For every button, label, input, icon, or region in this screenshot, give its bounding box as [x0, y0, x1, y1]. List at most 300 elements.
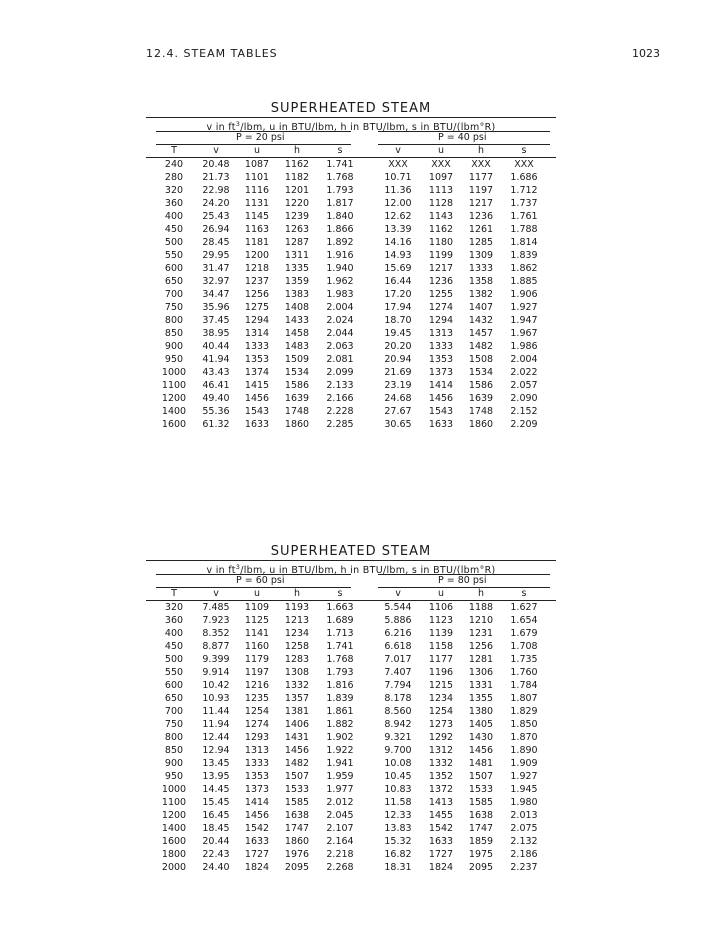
- table-cell: 1294: [428, 315, 454, 326]
- table-cell: 1639: [284, 393, 310, 404]
- table-cell: 1585: [284, 797, 310, 808]
- table-cell: 40.44: [202, 341, 230, 352]
- table-row: [146, 653, 556, 666]
- table-cell: 10.93: [202, 693, 230, 704]
- table-row: [146, 314, 556, 327]
- table-cell: 32.97: [202, 276, 230, 287]
- table-cell: 1143: [428, 211, 454, 222]
- table-cell: 1294: [244, 315, 270, 326]
- pressure-right: P = 40 psi: [438, 132, 487, 143]
- table-cell: 1.817: [326, 198, 354, 209]
- table-title: SUPERHEATED STEAM: [270, 101, 432, 116]
- table-cell: 1275: [244, 302, 270, 313]
- table-cell: 1373: [244, 784, 270, 795]
- table-cell: 1125: [244, 615, 270, 626]
- table-row: [146, 705, 556, 718]
- table-cell: 1860: [284, 836, 310, 847]
- table-cell: 1.922: [326, 745, 354, 756]
- table-cell: 1.870: [510, 732, 538, 743]
- table-cell: 1162: [428, 224, 454, 235]
- table-cell: 5.544: [384, 602, 412, 613]
- table-cell: 1236: [468, 211, 494, 222]
- table-cell: 18.70: [384, 315, 412, 326]
- column-header-s-left: s: [337, 588, 343, 599]
- table-cell: 1507: [284, 771, 310, 782]
- column-header-v-left: v: [213, 145, 219, 156]
- table-cell: 1.686: [510, 172, 538, 183]
- table-cell: 360: [164, 615, 184, 626]
- table-cell: 1200: [244, 250, 270, 261]
- pressure-left: P = 20 psi: [236, 132, 285, 143]
- table-cell: 1.916: [326, 250, 354, 261]
- table-cell: 1.866: [326, 224, 354, 235]
- table-cell: 1533: [468, 784, 494, 795]
- table-cell: 22.43: [202, 849, 230, 860]
- table-cell: 12.94: [202, 745, 230, 756]
- table-body: [146, 601, 556, 874]
- table-cell: 43.43: [202, 367, 230, 378]
- table-cell: 1408: [284, 302, 310, 313]
- superheated-steam-table-2: [146, 544, 556, 874]
- table-cell: 1000: [161, 367, 187, 378]
- column-header-h-right: h: [477, 588, 485, 599]
- table-cell: 1097: [428, 172, 454, 183]
- table-cell: 1193: [284, 602, 310, 613]
- table-cell: 15.45: [202, 797, 230, 808]
- table-row: [146, 236, 556, 249]
- table-cell: 550: [164, 250, 184, 261]
- table-cell: 30.65: [384, 419, 412, 430]
- table-row: [146, 679, 556, 692]
- table-cell: 1456: [244, 810, 270, 821]
- table-cell: 1507: [468, 771, 494, 782]
- table-row: [146, 627, 556, 640]
- table-cell: 12.00: [384, 198, 412, 209]
- table-cell: 450: [164, 224, 184, 235]
- table-cell: 15.32: [384, 836, 412, 847]
- table-cell: 1258: [284, 641, 310, 652]
- table-cell: 7.017: [384, 654, 412, 665]
- table-cell: 1383: [284, 289, 310, 300]
- table-cell: 1256: [244, 289, 270, 300]
- table-cell: 1415: [244, 380, 270, 391]
- table-cell: 1.737: [510, 198, 538, 209]
- table-cell: 1.793: [326, 185, 354, 196]
- table-cell: 2.004: [510, 354, 538, 365]
- table-cell: 1.986: [510, 341, 538, 352]
- units-line: v in $ft^3$/lbm, u in BTU/lbm, h in BTU/lbm, s in BTU/(lbm°R): [206, 563, 496, 577]
- table-cell: 2.024: [326, 315, 354, 326]
- table-cell: 12.33: [384, 810, 412, 821]
- table-cell: 1456: [428, 393, 454, 404]
- table-cell: 1.654: [510, 615, 538, 626]
- table-cell: XXX: [388, 159, 408, 170]
- table-cell: 1747: [468, 823, 494, 834]
- table-cell: 750: [164, 719, 184, 730]
- table-cell: 1358: [468, 276, 494, 287]
- pressure-right: P = 80 psi: [438, 575, 487, 586]
- table-cell: 17.94: [384, 302, 412, 313]
- table-cell: 23.19: [384, 380, 412, 391]
- table-cell: 1.814: [510, 237, 538, 248]
- table-title: SUPERHEATED STEAM: [270, 544, 432, 559]
- table-cell: 1.983: [326, 289, 354, 300]
- table-cell: 240: [164, 159, 184, 170]
- table-cell: 1236: [428, 276, 454, 287]
- column-header-s-right: s: [521, 145, 527, 156]
- column-header-h-left: h: [293, 588, 301, 599]
- table-cell: 18.45: [202, 823, 230, 834]
- column-header-u-left: u: [253, 588, 261, 599]
- table-cell: 1162: [284, 159, 310, 170]
- table-cell: 1.627: [510, 602, 538, 613]
- table-cell: 1457: [468, 328, 494, 339]
- table-cell: 2.237: [510, 862, 538, 873]
- table-row: [146, 822, 556, 835]
- table-cell: 8.877: [202, 641, 230, 652]
- table-row: [146, 210, 556, 223]
- table-cell: 1.768: [326, 172, 354, 183]
- table-cell: 1481: [468, 758, 494, 769]
- table-cell: 1860: [284, 419, 310, 430]
- table-cell: 1414: [244, 797, 270, 808]
- table-cell: 1352: [428, 771, 454, 782]
- table-cell: 1177: [468, 172, 494, 183]
- table-cell: 950: [164, 354, 184, 365]
- table-cell: 61.32: [202, 419, 230, 430]
- table-cell: 1638: [284, 810, 310, 821]
- table-cell: 1586: [468, 380, 494, 391]
- table-cell: 1333: [468, 263, 494, 274]
- table-row: [146, 744, 556, 757]
- table-cell: 1116: [244, 185, 270, 196]
- table-cell: 7.407: [384, 667, 412, 678]
- table-cell: 1239: [284, 211, 310, 222]
- table-cell: 550: [164, 667, 184, 678]
- table-cell: 1215: [428, 680, 454, 691]
- table-cell: 1213: [284, 615, 310, 626]
- table-cell: 1976: [284, 849, 310, 860]
- table-cell: 1220: [284, 198, 310, 209]
- table-cell: 1.967: [510, 328, 538, 339]
- table-cell: 1128: [428, 198, 454, 209]
- table-cell: 35.96: [202, 302, 230, 313]
- table-cell: 1234: [428, 693, 454, 704]
- table-cell: 1.980: [510, 797, 538, 808]
- column-header-T: T: [171, 588, 177, 599]
- table-row: [146, 340, 556, 353]
- table-cell: 850: [164, 328, 184, 339]
- table-cell: 1333: [428, 341, 454, 352]
- table-cell: 1727: [244, 849, 270, 860]
- table-cell: 500: [164, 237, 184, 248]
- table-cell: 1543: [428, 406, 454, 417]
- table-cell: 500: [164, 654, 184, 665]
- table-cell: 1430: [468, 732, 494, 743]
- table-row: [146, 249, 556, 262]
- table-cell: 11.36: [384, 185, 412, 196]
- table-cell: 1382: [468, 289, 494, 300]
- table-cell: 1400: [161, 823, 187, 834]
- table-cell: 1101: [244, 172, 270, 183]
- table-cell: 850: [164, 745, 184, 756]
- table-cell: 2.090: [510, 393, 538, 404]
- table-cell: 1.892: [326, 237, 354, 248]
- table-cell: 1308: [284, 667, 310, 678]
- table-cell: 1261: [468, 224, 494, 235]
- table-row: [146, 731, 556, 744]
- table-row: [146, 809, 556, 822]
- table-cell: 2.152: [510, 406, 538, 417]
- table-cell: 1406: [284, 719, 310, 730]
- table-cell: 1455: [428, 810, 454, 821]
- table-cell: 1.829: [510, 706, 538, 717]
- table-cell: 1311: [284, 250, 310, 261]
- table-cell: 1217: [428, 263, 454, 274]
- table-row: [146, 327, 556, 340]
- table-cell: 1313: [244, 745, 270, 756]
- column-header-v-right: v: [395, 588, 401, 599]
- table-cell: 1639: [468, 393, 494, 404]
- table-cell: 1.689: [326, 615, 354, 626]
- table-row: [146, 418, 556, 431]
- table-cell: 28.45: [202, 237, 230, 248]
- table-cell: 1359: [284, 276, 310, 287]
- table-cell: 1.839: [510, 250, 538, 261]
- table-cell: 1633: [244, 419, 270, 430]
- table-cell: 1.850: [510, 719, 538, 730]
- column-header-h-right: h: [477, 145, 485, 156]
- table-cell: 1407: [468, 302, 494, 313]
- table-cell: 1353: [244, 771, 270, 782]
- table-cell: 1638: [468, 810, 494, 821]
- table-cell: 1197: [468, 185, 494, 196]
- table-cell: 46.41: [202, 380, 230, 391]
- table-cell: 400: [164, 628, 184, 639]
- table-cell: 900: [164, 341, 184, 352]
- table-cell: 1283: [284, 654, 310, 665]
- table-cell: 1333: [244, 341, 270, 352]
- table-cell: 12.62: [384, 211, 412, 222]
- table-cell: 1.840: [326, 211, 354, 222]
- table-cell: 1200: [161, 810, 187, 821]
- table-cell: 1197: [244, 667, 270, 678]
- table-cell: 320: [164, 602, 184, 613]
- table-row: [146, 197, 556, 210]
- table-cell: 10.08: [384, 758, 412, 769]
- table-cell: 22.98: [202, 185, 230, 196]
- table-cell: 1181: [244, 237, 270, 248]
- table-row: [146, 601, 556, 614]
- table-row: [146, 301, 556, 314]
- table-cell: 1374: [244, 367, 270, 378]
- table-cell: 1255: [428, 289, 454, 300]
- table-cell: 1.663: [326, 602, 354, 613]
- table-cell: 1335: [284, 263, 310, 274]
- table-cell: 1380: [468, 706, 494, 717]
- table-cell: 1218: [244, 263, 270, 274]
- table-cell: 1.927: [510, 771, 538, 782]
- table-cell: 1256: [468, 641, 494, 652]
- table-cell: 1.768: [326, 654, 354, 665]
- table-cell: 1543: [244, 406, 270, 417]
- table-cell: 1163: [244, 224, 270, 235]
- table-cell: 1306: [468, 667, 494, 678]
- table-cell: 49.40: [202, 393, 230, 404]
- table-cell: 1201: [284, 185, 310, 196]
- table-cell: 1.741: [326, 159, 354, 170]
- table-cell: 1633: [244, 836, 270, 847]
- table-cell: XXX: [514, 159, 534, 170]
- table-cell: 1141: [244, 628, 270, 639]
- table-cell: 1158: [428, 641, 454, 652]
- table-cell: 1285: [468, 237, 494, 248]
- pressure-row: [146, 574, 556, 587]
- table-cell: 2.268: [326, 862, 354, 873]
- table-cell: 800: [164, 315, 184, 326]
- table-cell: 20.44: [202, 836, 230, 847]
- superheated-steam-table-1: [146, 101, 556, 431]
- table-cell: 1456: [468, 745, 494, 756]
- table-cell: 1000: [161, 784, 187, 795]
- table-cell: 2.133: [326, 380, 354, 391]
- table-cell: 1.839: [326, 693, 354, 704]
- table-cell: 1509: [284, 354, 310, 365]
- table-cell: 1.885: [510, 276, 538, 287]
- table-cell: 21.69: [384, 367, 412, 378]
- table-cell: 20.20: [384, 341, 412, 352]
- table-cell: 10.45: [384, 771, 412, 782]
- table-cell: 17.20: [384, 289, 412, 300]
- table-cell: 1482: [284, 758, 310, 769]
- table-cell: 9.321: [384, 732, 412, 743]
- table-cell: 24.68: [384, 393, 412, 404]
- table-cell: 2.107: [326, 823, 354, 834]
- table-cell: 14.16: [384, 237, 412, 248]
- table-row: [146, 262, 556, 275]
- table-cell: 8.352: [202, 628, 230, 639]
- table-cell: 1237: [244, 276, 270, 287]
- table-cell: 1542: [428, 823, 454, 834]
- table-row: [146, 640, 556, 653]
- table-cell: 21.73: [202, 172, 230, 183]
- table-cell: 2.057: [510, 380, 538, 391]
- table-cell: 1106: [428, 602, 454, 613]
- table-body: [146, 158, 556, 431]
- table-row: [146, 184, 556, 197]
- table-cell: 1542: [244, 823, 270, 834]
- table-cell: 1585: [468, 797, 494, 808]
- table-cell: 12.44: [202, 732, 230, 743]
- table-cell: 26.94: [202, 224, 230, 235]
- table-cell: 2.022: [510, 367, 538, 378]
- table-cell: 2.166: [326, 393, 354, 404]
- table-cell: 11.44: [202, 706, 230, 717]
- table-cell: 1200: [161, 393, 187, 404]
- table-cell: 2.164: [326, 836, 354, 847]
- table-cell: 1.861: [326, 706, 354, 717]
- table-cell: 10.71: [384, 172, 412, 183]
- table-cell: 13.45: [202, 758, 230, 769]
- table-cell: 1274: [428, 302, 454, 313]
- table-cell: 16.44: [384, 276, 412, 287]
- table-cell: 1287: [284, 237, 310, 248]
- units-line: v in $ft^3$/lbm, u in BTU/lbm, h in BTU/lbm, s in BTU/(lbm°R): [206, 120, 496, 134]
- table-cell: 2.218: [326, 849, 354, 860]
- table-cell: 6.216: [384, 628, 412, 639]
- table-cell: 1.816: [326, 680, 354, 691]
- table-cell: 1534: [284, 367, 310, 378]
- table-cell: 400: [164, 211, 184, 222]
- table-cell: 1274: [244, 719, 270, 730]
- table-cell: 41.94: [202, 354, 230, 365]
- table-cell: 10.83: [384, 784, 412, 795]
- table-cell: 1372: [428, 784, 454, 795]
- table-cell: 8.178: [384, 693, 412, 704]
- table-cell: 750: [164, 302, 184, 313]
- table-cell: 1.862: [510, 263, 538, 274]
- table-cell: 1483: [284, 341, 310, 352]
- table-cell: 55.36: [202, 406, 230, 417]
- table-cell: 6.618: [384, 641, 412, 652]
- table-cell: 14.45: [202, 784, 230, 795]
- column-header-s-left: s: [337, 145, 343, 156]
- table-cell: 1433: [284, 315, 310, 326]
- table-cell: 1293: [244, 732, 270, 743]
- table-row: [146, 158, 556, 171]
- table-cell: 1.761: [510, 211, 538, 222]
- table-cell: 280: [164, 172, 184, 183]
- table-cell: 2095: [284, 862, 310, 873]
- table-cell: 20.94: [384, 354, 412, 365]
- table-row: [146, 666, 556, 679]
- table-cell: 2.013: [510, 810, 538, 821]
- table-cell: 16.82: [384, 849, 412, 860]
- section-header: 12.4. STEAM TABLES: [146, 47, 278, 60]
- table-row: [146, 353, 556, 366]
- table-cell: 8.560: [384, 706, 412, 717]
- table-cell: 13.83: [384, 823, 412, 834]
- table-row: [146, 288, 556, 301]
- table-cell: 25.43: [202, 211, 230, 222]
- table-cell: 10.42: [202, 680, 230, 691]
- table-cell: 2.012: [326, 797, 354, 808]
- table-cell: 1333: [244, 758, 270, 769]
- table-row: [146, 392, 556, 405]
- table-cell: 13.95: [202, 771, 230, 782]
- table-cell: 1533: [284, 784, 310, 795]
- table-cell: 1.679: [510, 628, 538, 639]
- table-cell: 650: [164, 276, 184, 287]
- table-cell: 450: [164, 641, 184, 652]
- table-cell: 1600: [161, 419, 187, 430]
- table-cell: 1331: [468, 680, 494, 691]
- table-cell: 1860: [468, 419, 494, 430]
- table-cell: 1231: [468, 628, 494, 639]
- table-cell: 1199: [428, 250, 454, 261]
- table-cell: 1.959: [326, 771, 354, 782]
- table-cell: 320: [164, 185, 184, 196]
- table-cell: 1263: [284, 224, 310, 235]
- table-cell: 14.93: [384, 250, 412, 261]
- table-row: [146, 783, 556, 796]
- table-cell: 24.20: [202, 198, 230, 209]
- table-cell: 2.075: [510, 823, 538, 834]
- table-cell: 1123: [428, 615, 454, 626]
- table-cell: 1586: [284, 380, 310, 391]
- table-cell: 1.882: [326, 719, 354, 730]
- table-cell: 1100: [161, 380, 187, 391]
